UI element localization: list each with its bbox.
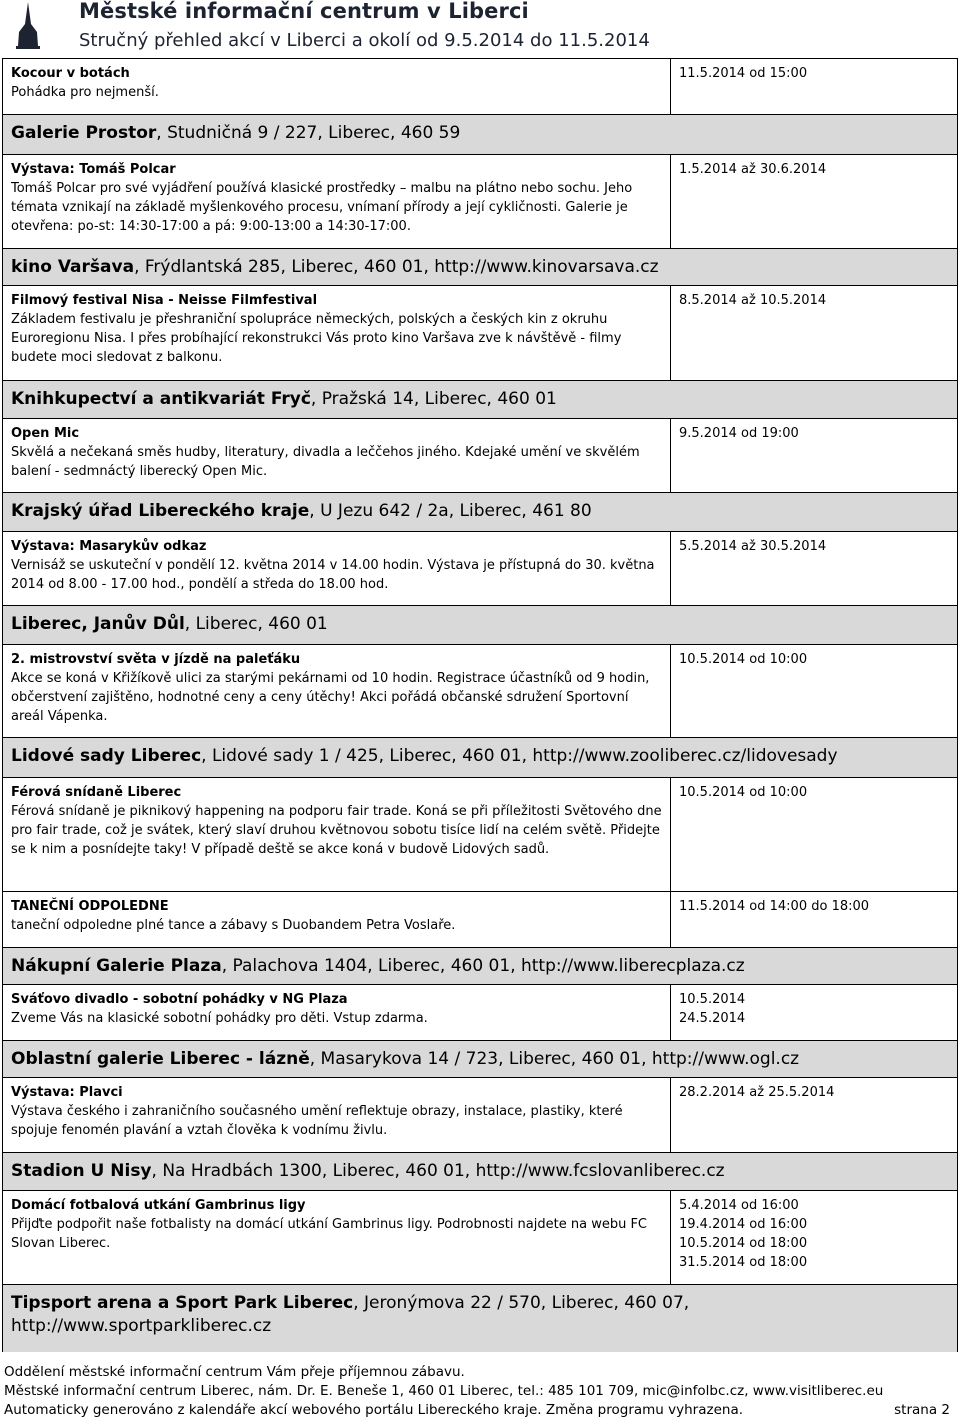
- location-address: , Pražská 14, Liberec, 460 01: [310, 389, 557, 409]
- event-title: TANEČNÍ ODPOLEDNE: [11, 899, 169, 914]
- event-title: Sváťovo divadlo - sobotní pohádky v NG Plaza: [11, 992, 348, 1007]
- page-footer: [4, 1363, 950, 1420]
- event-row: [3, 984, 957, 1040]
- event-date: 10.5.2014 od 10:00: [679, 785, 808, 800]
- event-title: Kocour v botách: [11, 66, 130, 81]
- event-description: Tomáš Polcar pro své vyjádření používá klasické prostředky – malbu na plátno nebo sochu. Jeho témata vznikají na základě myšlenkového procesu, vnímaní přírody a její cykličnosti. Galerie je otevřena: po-st: 14:30-17:00 a pá: 9:00-13:00 a 14:30-17:00.: [11, 180, 633, 234]
- event-row: [3, 891, 957, 947]
- event-date: 11.5.2014 od 14:00 do 18:00: [679, 899, 870, 914]
- event-description: Výstava českého i zahraničního současného umění reflektuje obrazy, instalace, plastiky, které spojuje fenomén plavání a vztah člověka k vodnímu živlu.: [11, 1103, 623, 1138]
- event-date: 9.5.2014 od 19:00: [679, 426, 799, 441]
- event-title: Domácí fotbalová utkání Gambrinus ligy: [11, 1198, 306, 1213]
- event-row: [3, 418, 957, 492]
- footer-greeting: Oddělení městské informační centrum Vám přeje příjemnou zábavu.: [4, 1364, 465, 1380]
- event-title: Férová snídaně Liberec: [11, 785, 182, 800]
- location-address: , Palachova 1404, Liberec, 460 01, http://www.liberecplaza.cz: [221, 956, 745, 976]
- location-header: [3, 605, 957, 644]
- liberec-cityhall-logo-icon: [12, 2, 44, 50]
- event-row: [3, 777, 957, 891]
- location-name: Stadion U Nisy: [11, 1161, 152, 1181]
- page-subtitle: Stručný přehled akcí v Liberci a okolí od 9.5.2014 do 11.5.2014: [79, 30, 650, 51]
- event-title: Filmový festival Nisa - Neisse Filmfestival: [11, 293, 318, 308]
- footer-contact: Městské informační centrum Liberec, nám. Dr. E. Beneše 1, 460 01 Liberec, tel.: 485 101 709, mic@infolbc.cz, www.visitliberec.eu: [4, 1383, 884, 1400]
- event-date: 10.5.2014 24.5.2014: [679, 992, 746, 1026]
- event-row: [3, 1190, 957, 1284]
- location-address: , Studničná 9 / 227, Liberec, 460 59: [156, 123, 461, 143]
- location-header: [3, 248, 957, 285]
- event-title: Výstava: Masarykův odkaz: [11, 539, 207, 554]
- location-name: Galerie Prostor: [11, 123, 157, 143]
- event-description: Vernisáž se uskuteční v pondělí 12. května 2014 v 14.00 hodin. Výstava je přístupná do 30. května 2014 od 8.00 - 17.00 hod., pondělí a středa do 18.00 hod.: [11, 557, 655, 592]
- location-address: , U Jezu 642 / 2a, Liberec, 461 80: [309, 501, 592, 521]
- event-date: 11.5.2014 od 15:00: [679, 66, 808, 81]
- event-date: 8.5.2014 až 10.5.2014: [679, 293, 827, 308]
- event-row: [3, 1077, 957, 1152]
- location-header: [3, 1040, 957, 1077]
- location-address: , Lidové sady 1 / 425, Liberec, 460 01, http://www.zooliberec.cz/lidovesady: [201, 746, 838, 766]
- footer-disclaimer: Automaticky generováno z kalendáře akcí webového portálu Libereckého kraje. Změna programu vyhrazena.: [4, 1402, 744, 1419]
- location-header: [3, 492, 957, 531]
- events-table: [2, 58, 958, 1352]
- page-header: [0, 0, 960, 58]
- event-description: Přijďte podpořit naše fotbalisty na domácí utkání Gambrinus ligy. Podrobnosti najdete na webu FC Slovan Liberec.: [11, 1216, 648, 1251]
- event-description: Akce se koná v Křižíkově ulici za starými pekárnami od 10 hodin. Registrace účastníků od 9 hodin, občerstvení zajištěno, hodnotné ceny a ceny útěchy! Akci pořádá občanské sdružení Sportovní areál Vápenka.: [11, 670, 650, 724]
- location-address: , Liberec, 460 01: [184, 614, 328, 634]
- location-address: , Frýdlantská 285, Liberec, 460 01, http://www.kinovarsava.cz: [134, 257, 659, 277]
- location-address: , Na Hradbách 1300, Liberec, 460 01, http://www.fcslovanliberec.cz: [151, 1161, 725, 1181]
- location-header: [3, 114, 957, 154]
- location-name: Krajský úřad Libereckého kraje: [11, 501, 310, 521]
- event-description: Skvělá a nečekaná směs hudby, literatury, divadla a leččehos jiného. Kdejaké umění ve skvělém balení - sedmnáctý liberecký Open Mic.: [11, 444, 640, 479]
- event-row: [3, 58, 957, 114]
- event-date: 10.5.2014 od 10:00: [679, 652, 808, 667]
- event-row: [3, 531, 957, 605]
- location-name: Tipsport arena a Sport Park Liberec: [11, 1293, 354, 1313]
- event-description: Zveme Vás na klasické sobotní pohádky pro děti. Vstup zdarma.: [11, 1010, 428, 1026]
- location-name: Knihkupectví a antikvariát Fryč: [11, 389, 311, 409]
- page-title: Městské informační centrum v Liberci: [79, 0, 529, 23]
- event-date: 28.2.2014 až 25.5.2014: [679, 1085, 835, 1100]
- location-name: Liberec, Janův Důl: [11, 614, 185, 634]
- event-row: [3, 644, 957, 737]
- event-title: Výstava: Tomáš Polcar: [11, 162, 176, 177]
- event-row: [3, 285, 957, 380]
- location-header: [3, 380, 957, 418]
- location-name: Oblastní galerie Liberec - lázně: [11, 1049, 310, 1069]
- event-date: 5.5.2014 až 30.5.2014: [679, 539, 827, 554]
- event-title: Výstava: Plavci: [11, 1085, 123, 1100]
- location-address: , Masarykova 14 / 723, Liberec, 460 01, http://www.ogl.cz: [309, 1049, 800, 1069]
- location-name: Nákupní Galerie Plaza: [11, 956, 222, 976]
- location-address: , Jeronýmova 22 / 570, Liberec, 460 07, http://www.sportparkliberec.cz: [11, 1293, 690, 1337]
- event-description: Základem festivalu je přeshraniční spolupráce německých, polských a českých kin z okruhu Euroregionu Nisa. I přes probíhající rekonstrukci Vás proto kino Varšava zve k návštěvě - filmy budete moci sledovat z balkonu.: [11, 311, 622, 365]
- location-header: [3, 947, 957, 984]
- event-description: Férová snídaně je piknikový happening na podporu fair trade. Koná se při příležitosti Světového dne pro fair trade, což je svátek, který slaví druhou květnovou sobotu tisíce lidí na celém světě. Přidejte se k nim a posnídejte taky! V případě deště se akce koná v budově Lidových sadů.: [11, 803, 662, 857]
- event-row: [3, 154, 957, 248]
- location-name: Lidové sady Liberec: [11, 746, 202, 766]
- event-description: Pohádka pro nejmenší.: [11, 84, 159, 100]
- event-title: Open Mic: [11, 426, 80, 441]
- event-date: 5.4.2014 od 16:00 19.4.2014 od 16:00 10.5.2014 od 18:00 31.5.2014 od 18:00: [679, 1198, 808, 1270]
- event-description: taneční odpoledne plné tance a zábavy s Duobandem Petra Voslaře.: [11, 917, 456, 933]
- page-number: strana 2: [894, 1402, 950, 1419]
- location-name: kino Varšava: [11, 257, 135, 277]
- location-header: [3, 1284, 957, 1352]
- location-header: [3, 737, 957, 777]
- event-title: 2. mistrovství světa v jízdě na paleťáku: [11, 652, 301, 667]
- event-date: 1.5.2014 až 30.6.2014: [679, 162, 827, 177]
- location-header: [3, 1152, 957, 1190]
